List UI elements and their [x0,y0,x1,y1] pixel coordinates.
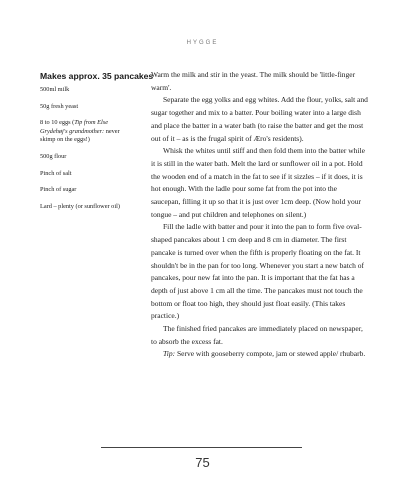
recipe-yield-title: Makes approx. 35 pancakes [40,71,154,81]
ingredient-list [40,86,136,211]
footer-rule [101,447,302,448]
ingredient-text: 8 to 10 eggs ( [40,119,75,127]
page-number: 75 [195,455,210,470]
method-paragraph: The finished fried pancakes are immediately placed on newspaper, to absorb the excess fat. [151,324,363,346]
ingredient-item: 500ml milk [40,86,70,93]
ingredient-item [40,119,136,145]
ingredients-sidebar [40,71,154,219]
running-head: HYGGE [186,40,219,46]
ingredient-item: Pinch of salt [40,169,72,177]
method-paragraph: Warm the milk and stir in the yeast. The milk should be 'little-finger warm'. [151,70,356,92]
method-paragraph: Separate the egg yolks and egg whites. Add the flour, yolks, salt and sugar together and mix to a batter. Pour boiling water into a large dish and place the batter in a water bath (to raise the batter and get the most out of it – as is the frugal spirit of Æro's residents). [151,95,368,143]
method-paragraph: Fill the ladle with batter and pour it into the pan to form five oval-shaped pancakes about 1 cm deep and 8 cm in diameter. The first pancake is turned over when the fifth is properly floating on the fat. It shouldn't be in the pan for too long. Whenever you start a new batch of pancakes, pour new fat into the pan. It is important that the fat has a depth of just above 1 cm all the time. The pancakes must not touch the bottom or float too high, they should just float easily. (This takes practice.) [151,222,365,321]
ingredient-item: 50g fresh yeast [40,102,79,110]
tip-text: Serve with gooseberry compote, jam or stewed apple/ rhubarb. [175,349,366,359]
ingredient-suffix: never skimp on the eggs!) [40,127,120,144]
recipe-method [151,69,368,361]
ingredient-item: Pinch of sugar [40,186,77,194]
tip-label: Tip: [163,349,176,359]
ingredient-note: Tip from Else Grydehøj's grandmother: [40,119,108,135]
ingredient-item: Lard – plenty (or sunflower oil) [40,202,120,210]
method-paragraph: Whisk the whites until stiff and then fold them into the batter while it is still in the water bath. Melt the lard or sunflower oil in a pot. Hold the wooden end of a match in the fat to see if it sizzles – if it does, it is hot enough. With the ladle pour some fat from the pot into the saucepan, filling it up so that it is just over 1cm deep. (Now hold your tongue – and put children and telephones on silent.) [151,146,365,219]
tip-paragraph [151,348,368,361]
ingredient-item: 500g flour [40,152,67,160]
